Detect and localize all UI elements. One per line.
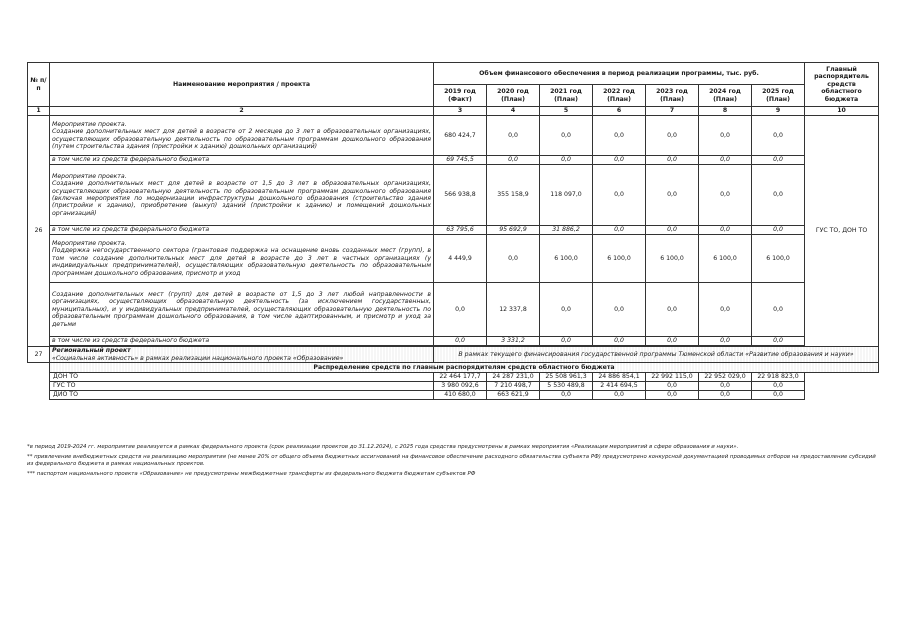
value-cell: 0,0 (752, 337, 805, 346)
value-cell: 0,0 (699, 156, 752, 165)
value-cell: 0,0 (699, 337, 752, 346)
value-cell: 0,0 (540, 156, 593, 165)
index-cell: 6 (593, 107, 646, 116)
footnote-3: *** паспортом национального проекта «Образование» не предусмотрены межбюджетные трансферты из федерального бюджета бюджетам субъектов РФ (27, 471, 476, 477)
value-cell: 0,0 (752, 283, 805, 337)
value-cell: 0,0 (752, 116, 805, 156)
value-cell: 25 508 961,3 (540, 373, 593, 382)
budget-table-sheet (27, 62, 878, 400)
value-cell: 0,0 (699, 165, 752, 226)
value-cell: 0,0 (752, 226, 805, 235)
index-cell: 1 (28, 107, 50, 116)
row-number: 26 (28, 116, 50, 347)
distribution-name: ГУС ТО (50, 382, 434, 391)
value-cell: 0,0 (646, 337, 699, 346)
value-cell: 410 680,0 (434, 391, 487, 400)
value-cell: 6 100,0 (752, 235, 805, 283)
measure-description: Мероприятие проекта. Поддержка негосударственного сектора (грантовая поддержка на оснащение вновь созданных мест (групп), в том числе создание дополнительных мест для детей в возрасте до 3 лет в частных организациях (у индивидуальных предпринимателей), осуществляющих образовательную деятельность по образовательным программам дошкольного образования, присмотр и уход (50, 235, 434, 283)
value-cell: 6 100,0 (540, 235, 593, 283)
year-header: 2020 год (План) (487, 85, 540, 107)
value-cell: 0,0 (646, 283, 699, 337)
value-cell: 0,0 (699, 391, 752, 400)
value-cell: 0,0 (646, 165, 699, 226)
value-cell: 0,0 (540, 391, 593, 400)
value-cell: 0,0 (699, 283, 752, 337)
value-cell: 22 918 823,0 (752, 373, 805, 382)
value-cell: 0,0 (593, 226, 646, 235)
measure-description: Создание дополнительных мест (групп) для детей в возрасте от 1,5 до 3 лет любой направленности в организациях, осуществляющих образовательную деятельность (за исключением государственных, муниципальных), и у индивидуальных предпринимателей, осуществляющих образовательную деятельность по образовательным программам дошкольного образования, в том числе адаптированным, и присмотр и уход за детьми (50, 283, 434, 337)
value-cell: 0,0 (487, 235, 540, 283)
distribution-name: ДИО ТО (50, 391, 434, 400)
index-cell: 5 (540, 107, 593, 116)
value-cell: 0,0 (593, 337, 646, 346)
value-cell: 6 100,0 (699, 235, 752, 283)
federal-share-label: в том числе из средств федерального бюджета (50, 337, 434, 346)
header-num: № п/п (28, 63, 50, 107)
value-cell: 22 992 115,0 (646, 373, 699, 382)
index-cell: 8 (699, 107, 752, 116)
value-cell: 24 886 854,1 (593, 373, 646, 382)
index-cell: 9 (752, 107, 805, 116)
value-cell: 0,0 (752, 382, 805, 391)
value-cell: 31 886,2 (540, 226, 593, 235)
value-cell: 4 449,9 (434, 235, 487, 283)
value-cell: 0,0 (752, 165, 805, 226)
value-cell: 0,0 (487, 116, 540, 156)
value-cell: 5 530 489,8 (540, 382, 593, 391)
value-cell: 0,0 (540, 283, 593, 337)
index-cell: 4 (487, 107, 540, 116)
index-cell: 2 (50, 107, 434, 116)
value-cell: 0,0 (646, 116, 699, 156)
value-cell: 0,0 (593, 391, 646, 400)
value-cell: 69 745,5 (434, 156, 487, 165)
value-cell: 566 938,8 (434, 165, 487, 226)
value-cell: 355 158,9 (487, 165, 540, 226)
value-cell: 7 210 498,7 (487, 382, 540, 391)
index-cell: 7 (646, 107, 699, 116)
value-cell: 0,0 (646, 156, 699, 165)
distribution-title: Распределение средств по главным распорядителям средств областного бюджета (50, 363, 879, 373)
index-cell: 3 (434, 107, 487, 116)
value-cell: 0,0 (593, 116, 646, 156)
value-cell: 95 692,9 (487, 226, 540, 235)
manager-cell: ГУС ТО, ДОН ТО (805, 116, 879, 347)
value-cell: 3 331,2 (487, 337, 540, 346)
value-cell: 22 952 029,0 (699, 373, 752, 382)
regional-project-title: Региональный проект (52, 347, 131, 355)
value-cell: 0,0 (593, 283, 646, 337)
regional-project-note: В рамках текущего финансирования государственной программы Тюменской области «Развитие образования и науки» (434, 347, 879, 363)
year-header: 2023 год (План) (646, 85, 699, 107)
value-cell: 6 100,0 (646, 235, 699, 283)
value-cell: 12 337,8 (487, 283, 540, 337)
value-cell: 0,0 (646, 226, 699, 235)
value-cell: 0,0 (699, 226, 752, 235)
distribution-name: ДОН ТО (50, 373, 434, 382)
value-cell: 22 464 177,7 (434, 373, 487, 382)
federal-share-label: в том числе из средств федерального бюджета (50, 156, 434, 165)
budget-table (27, 62, 879, 400)
value-cell: 680 424,7 (434, 116, 487, 156)
value-cell: 0,0 (593, 165, 646, 226)
value-cell: 0,0 (752, 391, 805, 400)
regional-project-name (50, 347, 434, 363)
value-cell: 0,0 (646, 382, 699, 391)
value-cell: 0,0 (540, 116, 593, 156)
federal-share-label: в том числе из средств федерального бюджета (50, 226, 434, 235)
year-header: 2025 год (План) (752, 85, 805, 107)
measure-description: Мероприятие проекта. Создание дополнительных мест для детей в возрасте от 2 месяцев до 3 лет в образовательных организациях, осуществляющих образовательную деятельность по образовательным программам дошкольного образования (путем строительства здания (пристройки к зданию) дошкольных организаций) (50, 116, 434, 156)
value-cell: 0,0 (752, 156, 805, 165)
value-cell: 6 100,0 (593, 235, 646, 283)
year-header: 2024 год (План) (699, 85, 752, 107)
regional-project-subtitle: «Социальная активность» в рамках реализации национального проекта «Образование» (52, 354, 344, 362)
header-manager: Главный распорядитель средств областного бюджета (805, 63, 879, 107)
value-cell: 24 287 231,0 (487, 373, 540, 382)
value-cell: 0,0 (434, 283, 487, 337)
value-cell: 0,0 (646, 391, 699, 400)
value-cell: 0,0 (699, 382, 752, 391)
value-cell: 663 621,9 (487, 391, 540, 400)
year-header: 2021 год (План) (540, 85, 593, 107)
value-cell: 0,0 (434, 337, 487, 346)
value-cell: 2 414 694,5 (593, 382, 646, 391)
value-cell: 0,0 (593, 156, 646, 165)
year-header: 2022 год (План) (593, 85, 646, 107)
value-cell: 118 097,0 (540, 165, 593, 226)
value-cell: 0,0 (487, 156, 540, 165)
value-cell: 3 980 092,6 (434, 382, 487, 391)
header-funding: Объем финансового обеспечения в период реализации программы, тыс. руб. (434, 63, 805, 85)
footnote-1: *в период 2019-2024 гг. мероприятие реализуется в рамках федерального проекта (срок реализации проектов до 31.12.2024), с 2025 года средства предусмотрены в рамках мероприятия «Реализация мероприятий в сфере образования и науки». (27, 444, 739, 450)
value-cell: 0,0 (540, 337, 593, 346)
index-cell: 10 (805, 107, 879, 116)
row-number: 27 (28, 347, 50, 363)
value-cell: 63 795,6 (434, 226, 487, 235)
value-cell: 0,0 (699, 116, 752, 156)
year-header: 2019 год (Факт) (434, 85, 487, 107)
header-name: Наименование мероприятия / проекта (50, 63, 434, 107)
measure-description: Мероприятие проекта. Создание дополнительных мест для детей в возрасте от 1,5 до 3 лет в образовательных организациях, осуществляющих образовательную деятельность по образовательным программам дошкольного образования (включая мероприятия по модернизации инфраструктуры дошкольного образования (строительство здания (пристройки к зданию), приобретение (выкуп) зданий (пристройки к зданию) и помещений дошкольных организаций) (50, 165, 434, 226)
footnote-2: ** привлечение внебюджетных средств на реализацию мероприятия (не менее 20% от общего объема бюджетных ассигнований на финансовое обеспечение расходного обязательства субъекта РФ) предусмотрено конкурсной документацией проводимых отборов на предоставление субсидий из федерального бюджета в рамках национальных проектов. (27, 454, 876, 467)
